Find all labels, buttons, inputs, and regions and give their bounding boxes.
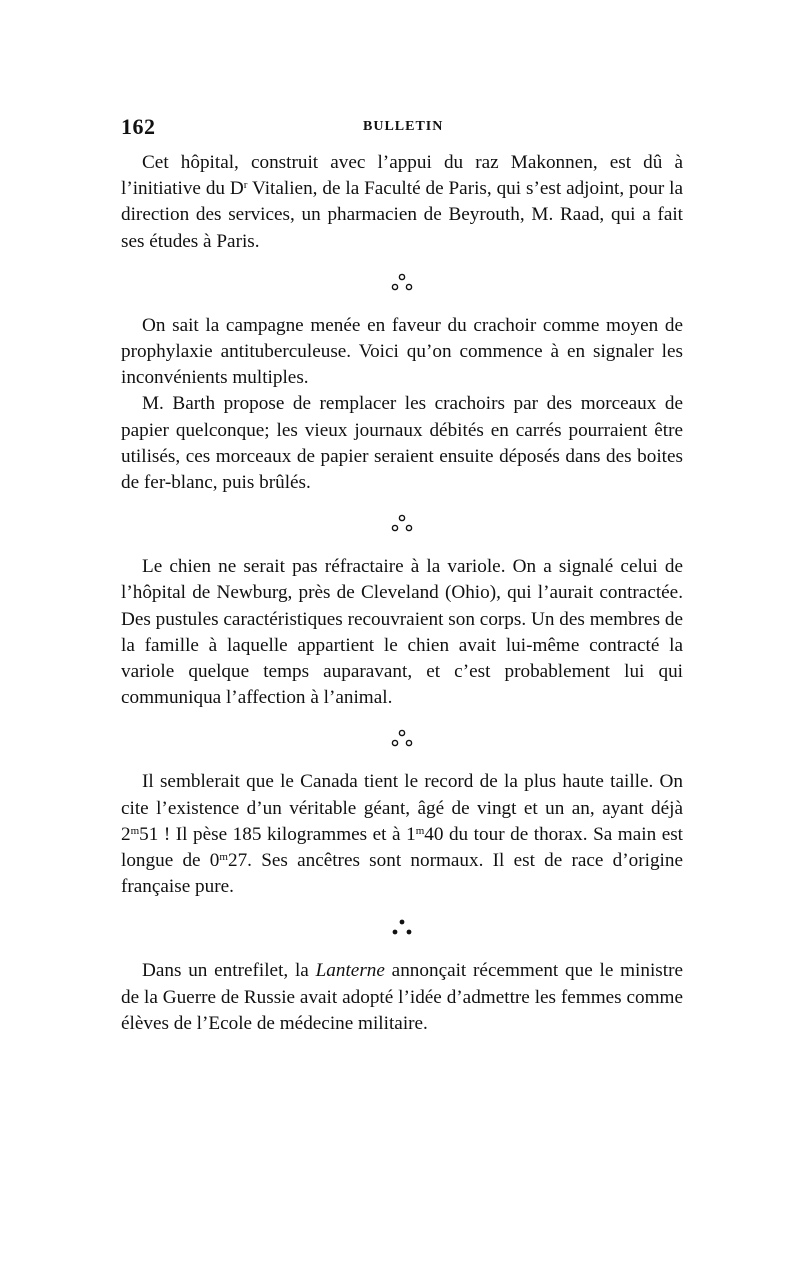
newspaper-title: Lanterne <box>315 960 385 982</box>
paragraph-giant-text-b: 51 ! Il pèse 185 kilogrammes et à 1 <box>139 823 416 845</box>
asterism-icon <box>391 272 413 294</box>
paragraph-barth: M. Barth propose de remplacer les crachoirs par des morceaux de papier quelconque; les vieux journaux débités en carrés pourraient être utilisés, ces morceaux de papier seraient ensuite déposés dans des boites de fer-blanc, puis brûlés. <box>121 393 683 494</box>
section-separator-asterism <box>121 711 683 769</box>
paragraph-hospital <box>121 150 683 255</box>
paragraph-hospital-text-a: Cet hôpital, construit avec l’appui du raz Makonnen, est dû à l’initiative du D <box>121 152 683 200</box>
paragraph-giant-text-c: 40 du tour de thorax. Sa main est longue de 0 <box>121 823 684 872</box>
meter-superscript: m <box>130 824 140 837</box>
section-separator-asterism <box>121 496 683 554</box>
section-separator-asterism <box>121 900 683 958</box>
page-number: 162 <box>121 114 156 139</box>
running-title: BULLETIN <box>363 119 444 134</box>
paragraph-lanterne-text-a: Dans un entrefilet, la <box>142 960 316 982</box>
paragraph-lanterne-text-b: annonçait récemment que le ministre de la Guerre de Russie avait adopté l’idée d’admettre les femmes comme élèves de l’Ecole de médecine militaire. <box>121 960 684 1034</box>
meter-superscript: m <box>219 851 228 864</box>
paragraph-canada-giant <box>121 769 683 900</box>
asterism-icon <box>391 728 413 750</box>
paragraph-giant-text-d: 27. Ses ancêtres sont normaux. Il est de race d’origine française pure. <box>121 850 683 898</box>
paragraph-giant-text-a: Il semblerait que le Canada tient le record de la plus haute taille. On cite l’existence d’un véritable géant, âgé de vingt et un an, ayant déjà 2 <box>121 771 683 845</box>
asterism-icon <box>391 917 413 939</box>
meter-superscript: m <box>415 824 425 837</box>
paragraph-dog-smallpox: Le chien ne serait pas réfractaire à la variole. On a signalé celui de l’hôpital de Newburg, près de Cleveland (Ohio), qui l’aurait contractée. Des pustules caractéristiques recouvraient son corps. Un des membres de la famille à laquelle appartient le chien avait lui-même contracté la variole quelque temps auparavant, et c’est probablement lui qui communiqua l’affection à l’animal. <box>121 556 683 709</box>
paragraph-spittoon: On sait la campagne menée en faveur du crachoir comme moyen de prophylaxie antituberculeuse. Voici qu’on commence à en signaler les inconvénients multiples. <box>121 314 683 389</box>
paragraph-hospital-text-b: Vitalien, de la Faculté de Paris, qui s’est adjoint, pour la direction des services, un pharmacien de Beyrouth, M. Raad, qui a fait ses études à Paris. <box>121 178 683 252</box>
section-separator-asterism <box>121 255 683 313</box>
article-body <box>121 150 683 1037</box>
doctor-abbrev-superscript: r <box>243 179 248 192</box>
asterism-icon <box>391 513 413 535</box>
page-header <box>121 114 683 144</box>
paragraph-lanterne <box>121 958 683 1037</box>
